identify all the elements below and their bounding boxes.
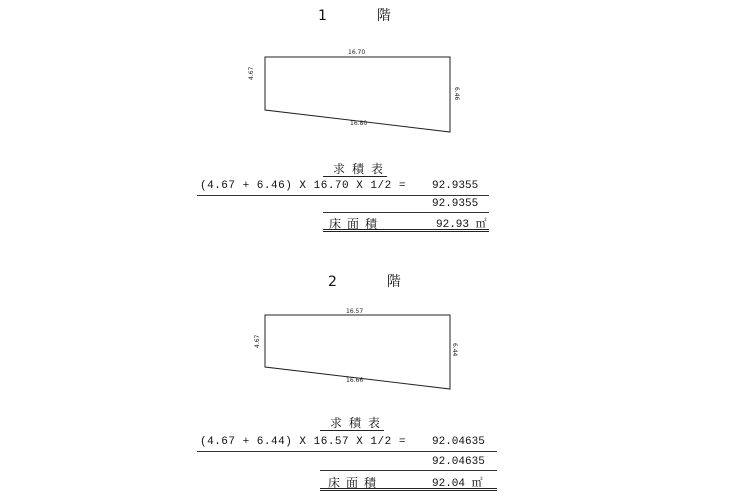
floor-2-calc-heading-underline xyxy=(320,430,384,431)
floor-1-area-underline-a xyxy=(323,229,489,230)
floor-1-area-label: 床面積 xyxy=(329,217,384,231)
floor-2-formula: (4.67 + 6.44) X 16.57 X 1/2 = xyxy=(200,436,406,448)
floor-2-area-label: 床面積 xyxy=(328,476,383,490)
floor-2-dim-left: 4.67 xyxy=(254,334,261,348)
floor-1-dim-bottom: 16.80 xyxy=(350,120,368,127)
floor-1-calc-heading: 求積表 xyxy=(333,162,391,176)
floor-1-area-value: 92.93 ㎡ xyxy=(436,219,487,231)
floor-2-formula-rule xyxy=(197,451,497,452)
floor-1-subtotal-rule xyxy=(323,212,489,213)
floor-1-result: 92.9355 xyxy=(432,180,479,192)
floor-2-title: 2 階 xyxy=(328,274,419,290)
floor-1-formula: (4.67 + 6.46) X 16.70 X 1/2 = xyxy=(200,180,406,192)
floor-2-dim-bottom: 16.66 xyxy=(346,377,364,384)
floor-2-area-value: 92.04 ㎡ xyxy=(432,478,483,490)
floor-1-calc-heading-underline xyxy=(323,176,387,177)
floor-2-result: 92.04635 xyxy=(432,436,485,448)
floor-1-title: 1 階 xyxy=(318,8,409,24)
floor-2-dim-right: 6.44 xyxy=(451,343,458,357)
floor-2-subtotal-rule xyxy=(320,470,497,471)
floor-1-area-underline-b xyxy=(323,231,489,232)
floor-2-dim-top: 16.57 xyxy=(346,308,364,315)
floor-1-dim-top: 16.70 xyxy=(348,49,366,56)
floor-1-dim-left: 4.67 xyxy=(248,66,255,80)
floor-1-subtotal: 92.9355 xyxy=(432,198,479,210)
floor-2-area-underline-b xyxy=(320,490,497,491)
floor-1-dim-right: 6.46 xyxy=(453,87,460,101)
floor-2-subtotal: 92.04635 xyxy=(432,456,485,468)
floor-2-calc-heading: 求積表 xyxy=(330,416,388,430)
floor-2-area-underline-a xyxy=(320,488,497,489)
floor-1-formula-rule xyxy=(197,195,489,196)
